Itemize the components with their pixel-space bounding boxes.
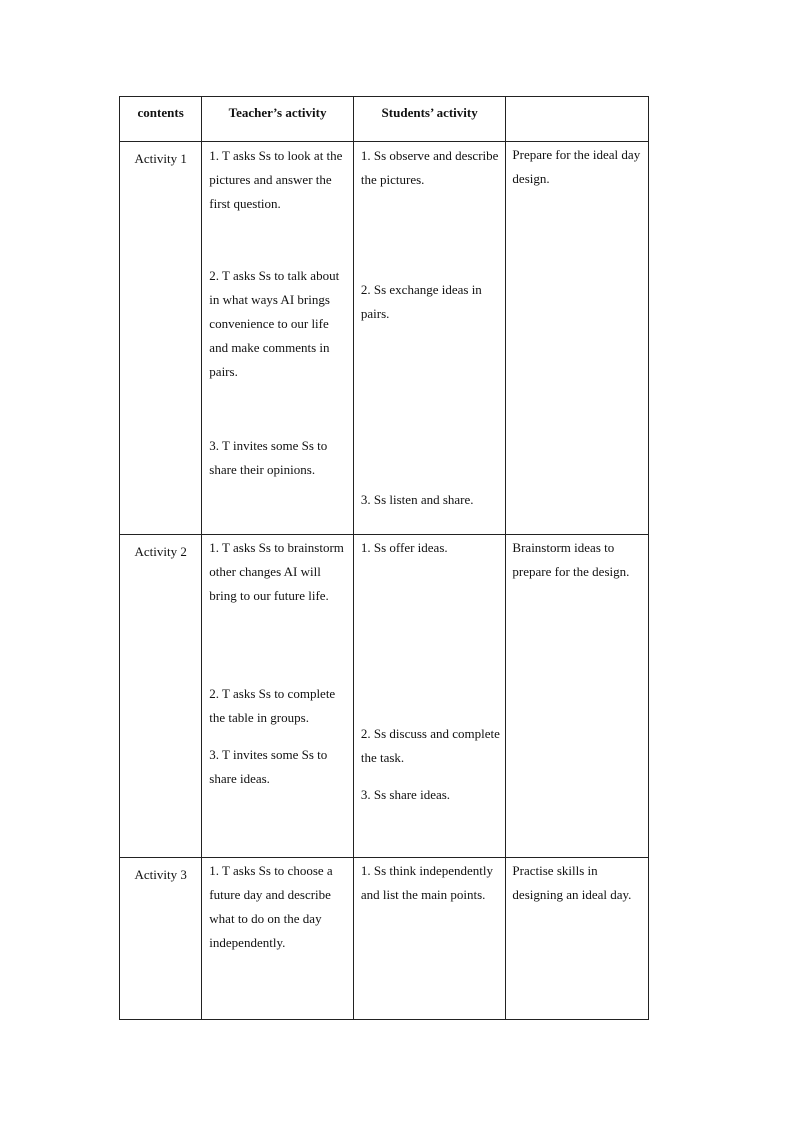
activity-goal: Prepare for the ideal day design. bbox=[512, 147, 641, 186]
students-step: 2. Ss exchange ideas in pairs. bbox=[360, 282, 482, 321]
students-activity-cell bbox=[353, 858, 506, 1020]
teacher-activity-cell bbox=[202, 858, 354, 1020]
goal-cell bbox=[506, 858, 649, 1020]
header-contents: contents bbox=[120, 97, 202, 142]
header-teacher-activity: Teacher’s activity bbox=[202, 97, 354, 142]
teacher-step: 1. T asks Ss to brainstorm other changes AI will bring to our future life. bbox=[209, 540, 344, 603]
goal-cell bbox=[506, 535, 649, 858]
table-row bbox=[120, 535, 649, 858]
goal-cell bbox=[506, 142, 649, 535]
students-step: 1. Ss offer ideas. bbox=[360, 540, 448, 555]
table-row bbox=[120, 142, 649, 535]
activity-label: Activity 3 bbox=[134, 867, 187, 882]
header-students-activity: Students’ activity bbox=[353, 97, 506, 142]
teacher-step: 2. T asks Ss to talk about in what ways AI brings convenience to our life and make comments in pairs. bbox=[209, 268, 340, 379]
teacher-step: 1. T asks Ss to choose a future day and describe what to do on the day independently. bbox=[209, 863, 333, 950]
activity-goal: Brainstorm ideas to prepare for the design. bbox=[512, 540, 630, 579]
students-activity-cell bbox=[353, 535, 506, 858]
teacher-step: 3. T invites some Ss to share ideas. bbox=[209, 747, 328, 786]
students-activity-cell bbox=[353, 142, 506, 535]
table-row bbox=[120, 858, 649, 1020]
activity-label: Activity 1 bbox=[134, 151, 187, 166]
teacher-step: 2. T asks Ss to complete the table in groups. bbox=[209, 686, 336, 725]
students-step: 3. Ss share ideas. bbox=[360, 787, 451, 802]
students-step: 1. Ss observe and describe the pictures. bbox=[360, 148, 499, 187]
content-cell bbox=[120, 858, 202, 1020]
teacher-activity-cell bbox=[202, 535, 354, 858]
table-header-row bbox=[120, 97, 649, 142]
lesson-plan-table bbox=[119, 96, 649, 1020]
teacher-step: 1. T asks Ss to look at the pictures and answer the first question. bbox=[209, 148, 343, 211]
content-cell bbox=[120, 142, 202, 535]
header-blank bbox=[506, 97, 649, 142]
teacher-activity-cell bbox=[202, 142, 354, 535]
activity-goal: Practise skills in designing an ideal day. bbox=[512, 863, 632, 902]
students-step: 3. Ss listen and share. bbox=[360, 492, 474, 507]
teacher-step: 3. T invites some Ss to share their opinions. bbox=[209, 438, 328, 477]
content-cell bbox=[120, 535, 202, 858]
activity-label: Activity 2 bbox=[134, 544, 187, 559]
students-step: 2. Ss discuss and complete the task. bbox=[360, 726, 500, 765]
students-step: 1. Ss think independently and list the main points. bbox=[360, 863, 494, 902]
